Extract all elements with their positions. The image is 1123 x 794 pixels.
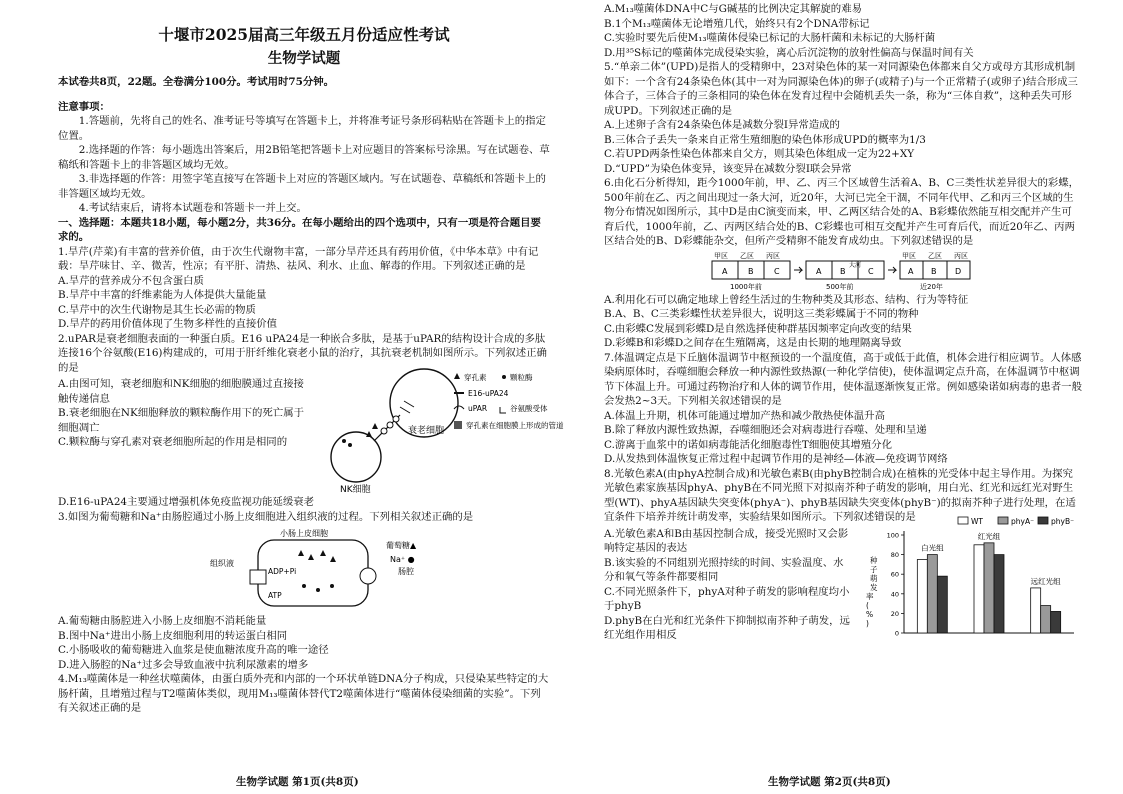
q5-option-b: B.三体合子丢失一条来自正常生殖细胞的染色体形成UPD的概率为1/3 [604,133,926,146]
q6-river-label: 大河 [849,261,862,269]
note-item: 3.非选择题的作答：用签字笔直接写在答题卡上对应的答题区域内。写在试题卷、草稿纸和答题卡上的非答题区域均无效。 [58,173,546,200]
legend-perforin-icon [454,373,460,379]
q6-panel-20 [900,252,970,291]
q6-option-a: A.利用化石可以确定地球上曾经生活过的生物种类及其形态、结构、行为等特征 [604,293,969,306]
note-item: 2.选择题的作答：每小题选出答案后，用2B铅笔把答题卡上对应题目的答案标号涂黑。写在试题卷、草稿纸和答题卡上的非答题区域均无效。 [58,144,550,171]
y-tick-label: 20 [890,609,899,618]
q7-stem: 7.体温调定点是下丘脑体温调节中枢预设的一个温度值，高于或低于此值，机体会进行相应调节。人体感染病原体时，吞噬细胞会释放一种内源性致热源(一种化学信使)，使体温调定点升高，在体温调节中枢调节下体温上升。可通过药物治疗和人体的调节作用，使体温逐渐恢复正常。例如感染诺如病毒的患者一般会发热2~3天。下列相关叙述错误的是 [604,351,1082,407]
category-label: 红光组 [977,531,1001,541]
legend-channel-label: 穿孔素在细胞膜上形成的管道 [466,421,564,430]
legend-channel-icon [454,421,462,429]
q3-option-d: D.进入肠腔的Na⁺过多会导致血液中抗利尿激素的增多 [58,658,309,671]
legend-receptor-label: 谷氨酸受体 [510,404,548,413]
note-item: 4.考试结束后，请将本试题卷和答题卡一并上交。 [78,202,307,214]
legend-granzyme-label: 颗粒酶 [510,373,533,382]
q3-atp-label: ATP [268,591,282,600]
bar [1031,587,1041,632]
q3-right-label: 肠腔 [398,567,414,576]
q1-option-c: C.旱芹中的次生代谢物是其生长必需的物质 [58,303,256,316]
q6-distribution-figure [712,251,972,291]
q5-option-c: C.若UPD两条性染色体都来自父方，则其染色体组成一定为22+XY [604,148,915,160]
y-tick-label: 60 [890,570,899,579]
q8-block [604,516,1082,645]
q6-box-label: C [868,266,874,276]
sodium-dot-shape [302,584,306,588]
q6-arrow-icon [888,267,896,273]
exam-subtitle: 生物学试题 [267,49,341,67]
q6-time-label: 近20年 [920,282,943,291]
bar [937,576,947,633]
q8-option-c: C.不同光照条件下，phyA对种子萌发的影响程度均小于phyB [604,585,850,612]
legend-label: WT [971,516,983,526]
legend-upar-icon [454,406,464,409]
legend-swatch [1038,517,1048,524]
pump-shape [250,570,266,584]
bar [994,554,1004,632]
q6-region-label: 丙区 [954,251,968,260]
q6-region-label: 乙区 [740,251,754,260]
q7-option-a: A.体温上升期，机体可能通过增加产热和减少散热使体温升高 [604,409,885,422]
granzyme-dot-shape [342,439,346,443]
q4-option-b: B.1个M₁₃噬菌体无论增殖几代，始终只有2个DNA带标记 [604,17,870,30]
nk-cell-shape [331,432,381,482]
q1-option-a: A.旱芹的营养成分不包含蛋白质 [58,274,204,287]
category-label: 白光组 [921,543,944,553]
q6-box-label: A [816,266,822,276]
q3-glucose-label: 葡萄糖▲ [386,541,417,550]
q3-option-c: C.小肠吸收的葡萄糖进入血浆是使血糖浓度升高的唯一途径 [58,644,329,656]
q3-cell-label: 小肠上皮细胞 [280,529,328,538]
section-heading: 一、选择题：本题共18小题，每小题2分，共36分。在每小题给出的四个选项中，只有一项是符合题目要求的。 [58,216,541,243]
q4-option-d: D.用³⁵S标记的噬菌体完成侵染实验，离心后沉淀物的放射性偏高与保温时间有关 [604,46,974,59]
q6-option-c: C.由彩蝶C发展到彩蝶D是自然选择使种群基因频率定向改变的结果 [604,322,912,335]
q6-region-label: 甲区 [714,251,728,260]
q6-box-label: D [955,266,962,276]
bar [917,559,927,633]
q8-option-d: D.phyB在白光和红光条件下抑制拟南芥种子萌发，远红光组作用相反 [604,614,850,641]
legend-swatch [998,517,1008,524]
q3-figure-wrap [58,526,550,612]
q8-option-b: B.该实验的不同组别光照持续的时间、实验温度、水分和氧气等条件都要相同 [604,556,844,583]
q6-arrow-icon [794,267,802,273]
q2-stem: 2.uPAR是衰老细胞表面的一种蛋白质。E16 uPA24是一种嵌合多肽，是基于uPAR的结构设计合成的多肽连接16个谷氨酸(E16)构建成的，可用于肝纤维化衰老小鼠的治疗，其抗衰老机制如图所示。下列叙述正确的是 [58,332,547,374]
q6-stem: 6.由化石分析得知，距今1000年前，甲、乙、丙三个区域曾生活着A、B、C三类性状差异很大的彩蝶，500年前在乙、丙之间出现过一条大河，近20年，大河已完全干涸，不同年代甲、乙和丙三个区域的生物分布情况如图所示，其中D是由C演变而来，甲、乙两区结合处的A、B彩蝶依然能互相交配并产生可育后代，1000年前，乙、丙两区结合处的B、C彩蝶也可相互交配并产生可育后代，而近20年乙、丙两区结合处的B、D彩蝶能杂交，但所产受精卵不能发育成幼虫。下列叙述错误的是 [604,177,1080,247]
q6-box-label: B [931,266,937,276]
q3-na-label: Na⁺ ● [390,555,415,564]
q2-mechanism-figure [304,371,564,495]
q2-options [58,377,304,450]
q2-block [58,373,564,495]
q2-option-d: D.E16-uPA24主要通过增强机体免疫监视功能延缓衰老 [58,496,315,508]
legend-label: phyB⁻ [1051,516,1075,526]
y-tick-label: 0 [894,629,899,637]
q4-option-c: C.实验时要先后使M₁₃噬菌体侵染已标记的大肠杆菌和未标记的大肠杆菌 [604,32,936,44]
right-column [604,2,1082,647]
q6-box-label: B [748,266,754,276]
peptide-bead-shape [381,428,387,434]
q6-box-label: A [908,266,914,276]
q6-box-label: A [722,266,728,276]
bar [927,554,937,632]
q6-option-b: B.A、B、C三类彩蝶性状差异很大，说明这三类彩蝶属于不同的物种 [604,308,919,320]
q2-option-a: A.由图可知，衰老细胞和NK细胞的细胞膜通过直接接触传递信息 [58,378,304,405]
senescent-cell-label: 衰老细胞 [408,426,445,436]
q3-stem: 3.如图为葡萄糖和Na⁺由肠腔通过小肠上皮细胞进入组织液的过程。下列相关叙述正确的是 [58,510,474,523]
q8-germination-chart [862,513,1080,643]
q6-panel-1000 [712,252,790,291]
category-label: 远红光组 [1030,576,1061,586]
footer-page-2: 生物学试题 第2页(共8页) [768,776,891,788]
y-tick-label: 40 [890,589,899,598]
legend-granzyme-icon [502,375,506,379]
q5-stem: 5.“单亲二体”(UPD)是指人的受精卵中，23对染色体的某一对同源染色体都来自父方或母方其形成机制如下：一个含有24条染色体(其中一对为同源染色体)的卵子(或精子)与一个正常精子(或卵子)结合形成三体合子，三体合子的三条相同的染色体在发育过程中会随机丢失一条，称为“三体自救”，这种丢失可形成UPD。下列叙述正确的是 [604,61,1078,117]
peptide-bead-shape [387,422,393,428]
q1-option-d: D.旱芹的药用价值体现了生物多样性的直接价值 [58,318,278,330]
q6-box-label: C [774,266,780,276]
sodium-dot-shape [316,588,320,592]
footer-page-1: 生物学试题 第1页(共8页) [236,776,359,788]
legend-peptide-label: E16-uPA24 [468,389,509,398]
glucose-mark-shape [298,550,336,562]
q1-stem: 1.旱芹(芹菜)有丰富的营养价值，由于次生代谢物丰富，一部分旱芹还具有药用价值，《中华本草》中有记载：旱芹味甘、辛、微苦，性凉；有平肝、清热、祛风、利水、止血、解毒的作用。下列叙述正确的是 [58,245,539,272]
q3-left-label: 组织液 [210,559,234,568]
left-column [58,25,564,716]
legend-perforin-label: 穿孔素 [464,373,487,382]
q3-adp-label: ADP+Pi [268,567,297,576]
q4-option-a: A.M₁₃噬菌体DNA中C与G碱基的比例决定其解旋的难易 [604,3,862,15]
peptide-bead-shape [393,416,399,422]
cotransporter-shape [360,568,376,584]
q6-panel-500 [806,261,884,291]
q7-option-d: D.从发热到体温恢复正常过程中起调节作用的是神经—体液—免疫调节网络 [604,453,948,465]
note-item: 1.答题前，先将自己的姓名、准考证号等填写在答题卡上，并将准考证号条形码粘贴在答题卡上的指定位置。 [58,115,546,142]
nk-cell-label: NK细胞 [340,485,371,495]
q7-option-c: C.游离于血浆中的诺如病毒能活化细胞毒性T细胞使其增殖分化 [604,438,892,451]
q3-option-a: A.葡萄糖由肠腔进入小肠上皮细胞不消耗能量 [58,615,267,627]
q8-stem: 8.光敏色素A(由phyA控制合成)和光敏色素B(由phyB控制合成)在植株的光受体中起主导作用。为探究光敏色素家族基因phyA、phyB在不同光照下对拟南芥种子萌发的影响，用白光、红光和远红光对野生型(WT)、phyA基因缺失突变体(phyA⁻)、phyB基因缺失突变体(phyB⁻)的拟南芥种子进行处理，在适宜条件下培养并统计萌发率，实验结果如图所示。下列叙述错误的是 [604,467,1076,523]
legend-upar-label: uPAR [468,404,488,413]
granzyme-dot-shape [348,443,352,447]
y-axis-label: 种子萌发率( % ) [866,555,878,628]
q6-box-label: B [840,266,846,276]
y-tick-label: 80 [890,550,899,559]
q5-option-a: A.上述卵子含有24条染色体是减数分裂Ⅰ异常造成的 [604,119,840,131]
bar [1041,605,1051,632]
perforin-mark-shape [366,423,378,437]
notes-heading: 注意事项： [58,100,110,113]
q2-option-c: C.颗粒酶与穿孔素对衰老细胞所起的作用是相同的 [58,436,288,448]
q8-options [604,527,852,643]
q6-option-d: D.彩蝶B和彩蝶D之间存在生殖隔离，这是由长期的地理隔离导致 [604,337,902,349]
q8-option-a: A.光敏色素A和B由基因控制合成，接受光照时又会影响特定基因的表达 [604,527,849,554]
q4-stem: 4.M₁₃噬菌体是一种丝状噬菌体，由蛋白质外壳和内部的一个环状单链DNA分子构成，只侵染某些特定的大肠杆菌，且增殖过程与T2噬菌体类似，现用M₁₃噬菌体替代T2噬菌体进行“噬菌体侵染细菌的实验”。下列有关叙述正确的是 [58,673,549,714]
exam-info: 本试卷共8页，22题。全卷满分100分。考试用时75分钟。 [58,76,335,88]
y-tick-label: 100 [886,531,899,539]
legend-label: phyA⁻ [1011,516,1035,526]
q6-figure-wrap [604,251,1082,291]
bar [984,542,994,632]
q6-time-label: 500年前 [826,282,854,291]
q6-region-label: 甲区 [902,251,916,260]
exam-title: 十堰市2025届高三年级五月份适应性考试 [158,25,450,44]
q6-region-label: 乙区 [928,251,942,260]
q2-option-b: B.衰老细胞在NK细胞释放的颗粒酶作用下的死亡属于细胞凋亡 [58,407,304,434]
legend-receptor-icon [500,407,506,413]
pore-shape [400,401,414,413]
q6-region-label: 丙区 [766,251,780,260]
q6-time-label: 1000年前 [730,282,762,291]
q5-option-d: D.“UPD”为染色体变异，该变异在减数分裂Ⅰ联会异常 [604,162,852,175]
q3-transport-figure [208,526,438,612]
q1-option-b: B.旱芹中丰富的纤维素能为人体提供大量能量 [58,289,267,301]
bar [974,544,984,632]
bar [1051,611,1061,633]
sodium-dot-shape [330,584,334,588]
q3-option-b: B.图中Na⁺进出小肠上皮细胞利用的转运蛋白相同 [58,629,288,642]
legend-swatch [958,517,968,524]
q7-option-b: B.除了释放内源性致热源，吞噬细胞还会对病毒进行吞噬、处理和呈递 [604,424,927,436]
